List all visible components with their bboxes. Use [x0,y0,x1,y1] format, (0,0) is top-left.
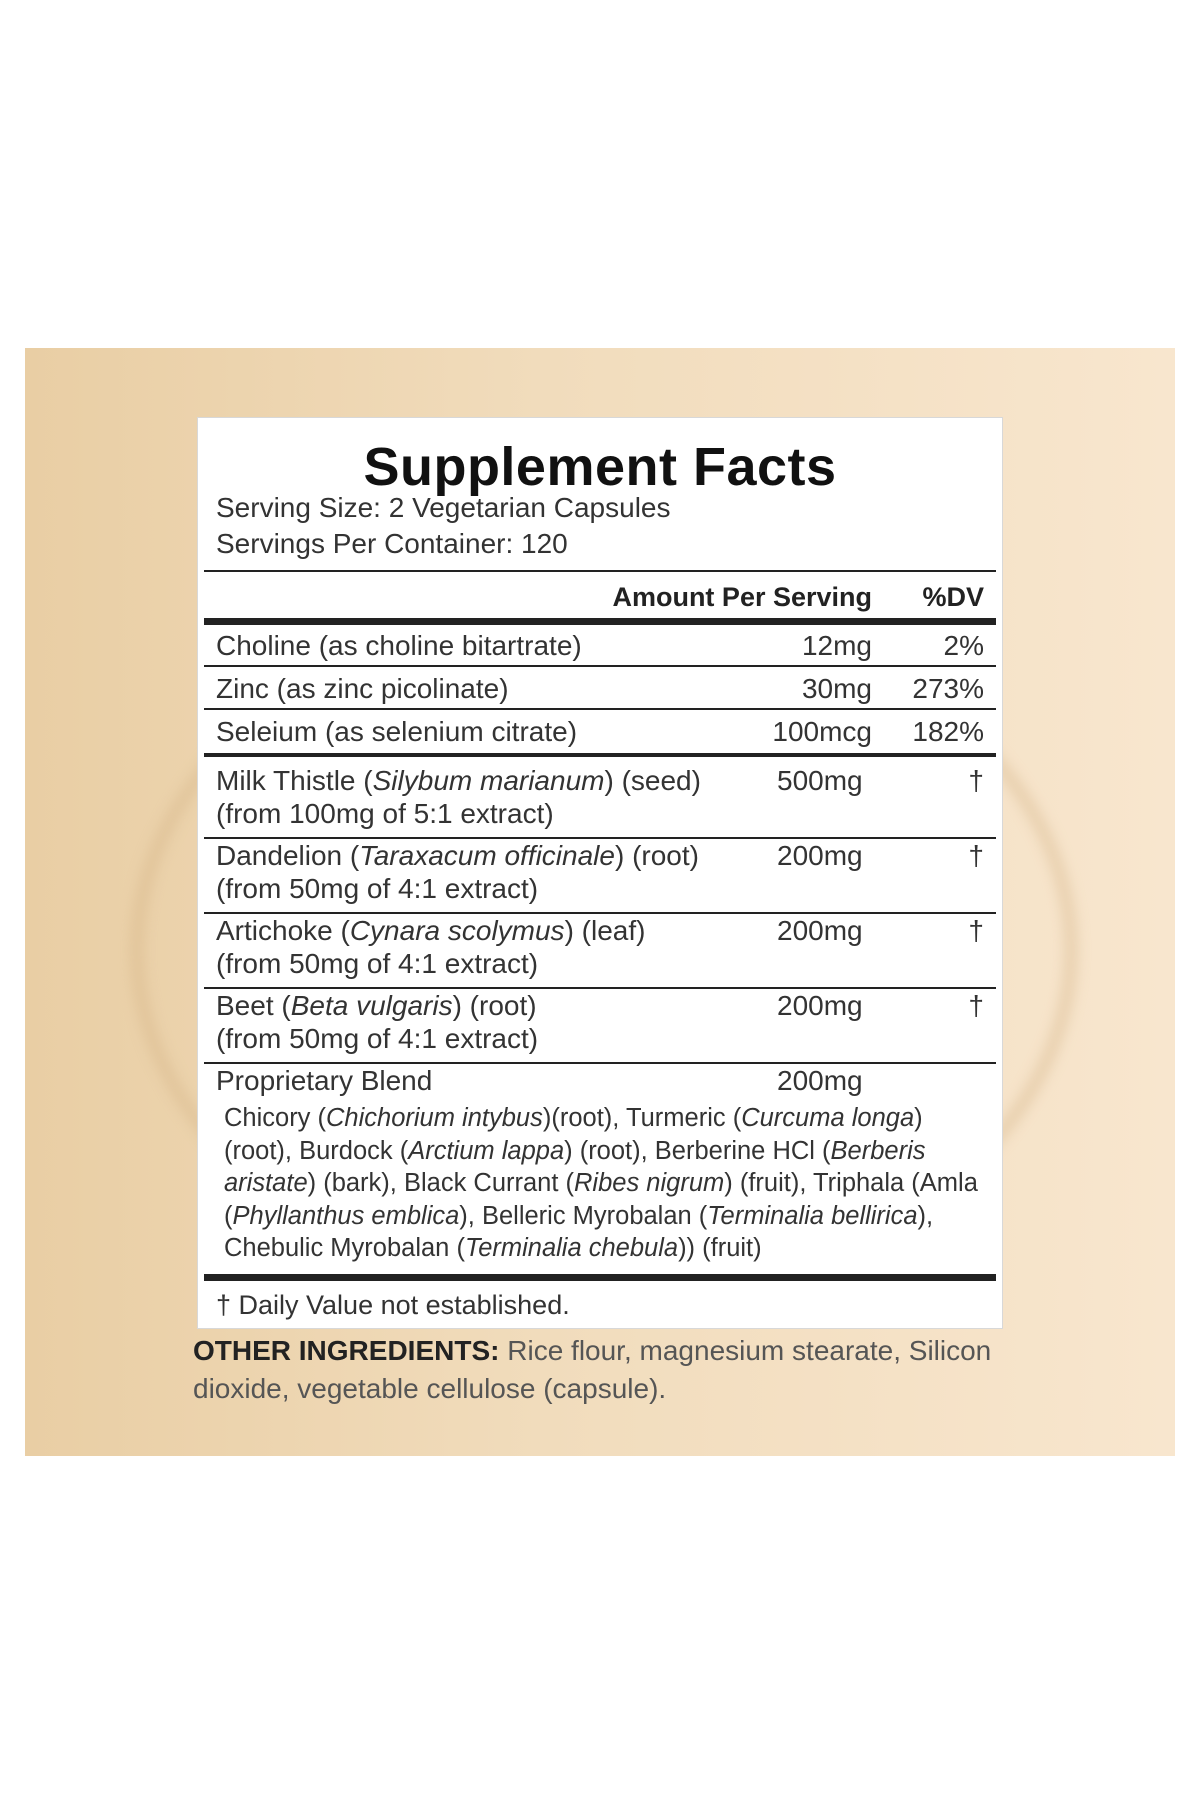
herb-amount: 200mg [777,915,863,946]
other-ingredients [193,1332,1013,1408]
herb-name: Dandelion (Taraxacum officinale) (root) [216,840,699,871]
nutrient-row [216,630,984,662]
divider [204,570,996,572]
nutrient-amount: 100mcg [772,716,872,747]
blend-name: Proprietary Blend [216,1065,433,1096]
divider [204,665,996,667]
nutrient-dv: 273% [912,673,984,704]
dagger-mark: † [968,990,984,1021]
herb-extract: (from 100mg of 5:1 extract) [216,798,554,829]
dagger-mark: † [968,915,984,946]
herb-name: Beet (Beta vulgaris) (root) [216,990,537,1021]
other-ingredients-text: Rice flour, magnesium stearate, Silicon dioxide, vegetable cellulose (capsule). [193,1335,992,1404]
herb-extract: (from 50mg of 4:1 extract) [216,873,539,904]
blend-row [216,1065,984,1099]
thick-divider [204,618,996,625]
nutrient-name: Zinc (as zinc picolinate) [216,673,509,704]
herb-row [216,765,984,835]
other-ingredients-heading: OTHER INGREDIENTS: [193,1335,500,1366]
herb-amount: 500mg [777,765,863,796]
herb-extract: (from 50mg of 4:1 extract) [216,1023,539,1054]
nutrient-row [216,673,984,705]
dagger-mark: † [968,765,984,796]
servings-per-container: Servings Per Container: 120 [216,528,568,559]
supplement-facts-panel [197,417,1003,1329]
herb-amount: 200mg [777,840,863,871]
panel-title: Supplement Facts [363,437,837,497]
divider [204,912,996,914]
divider [204,708,996,710]
thick-divider [204,1274,996,1281]
blend-amount: 200mg [777,1065,863,1096]
nutrient-amount: 30mg [801,673,872,704]
column-header-amount: Amount Per Serving [612,582,872,612]
blend-ingredients: Chicory (Chichorium intybus)(root), Turmeric (Curcuma longa) (root), Burdock (Arctium lappa) (root), Berberine HCl (Berberis aristate) (bark), Black Currant (Ribes nigrum) (fruit), Triphala (Amla (Phyllanthus emblica), Belleric Myrobalan (Terminalia bellirica), Chebulic Myrobalan (Terminalia chebula)) (fruit) [224,1104,978,1262]
nutrient-row [216,716,984,748]
nutrient-dv: 182% [912,716,984,747]
footnote: † Daily Value not established. [216,1290,570,1320]
nutrient-name: Choline (as choline bitartrate) [216,630,582,661]
nutrient-name: Seleium (as selenium citrate) [216,716,578,747]
column-header-dv: %DV [922,582,984,612]
divider [204,987,996,989]
nutrient-amount: 12mg [801,630,872,661]
divider [204,753,996,757]
herb-amount: 200mg [777,990,863,1021]
divider [204,1062,996,1064]
herb-name: Artichoke (Cynara scolymus) (leaf) [216,915,646,946]
herb-extract: (from 50mg of 4:1 extract) [216,948,539,979]
herb-row [216,915,984,985]
divider [204,837,996,839]
serving-size: Serving Size: 2 Vegetarian Capsules [216,492,671,523]
nutrient-dv: 2% [943,630,984,661]
herb-row [216,840,984,910]
herb-name: Milk Thistle (Silybum marianum) (seed) [216,765,701,796]
herb-row [216,990,984,1060]
dagger-mark: † [968,840,984,871]
